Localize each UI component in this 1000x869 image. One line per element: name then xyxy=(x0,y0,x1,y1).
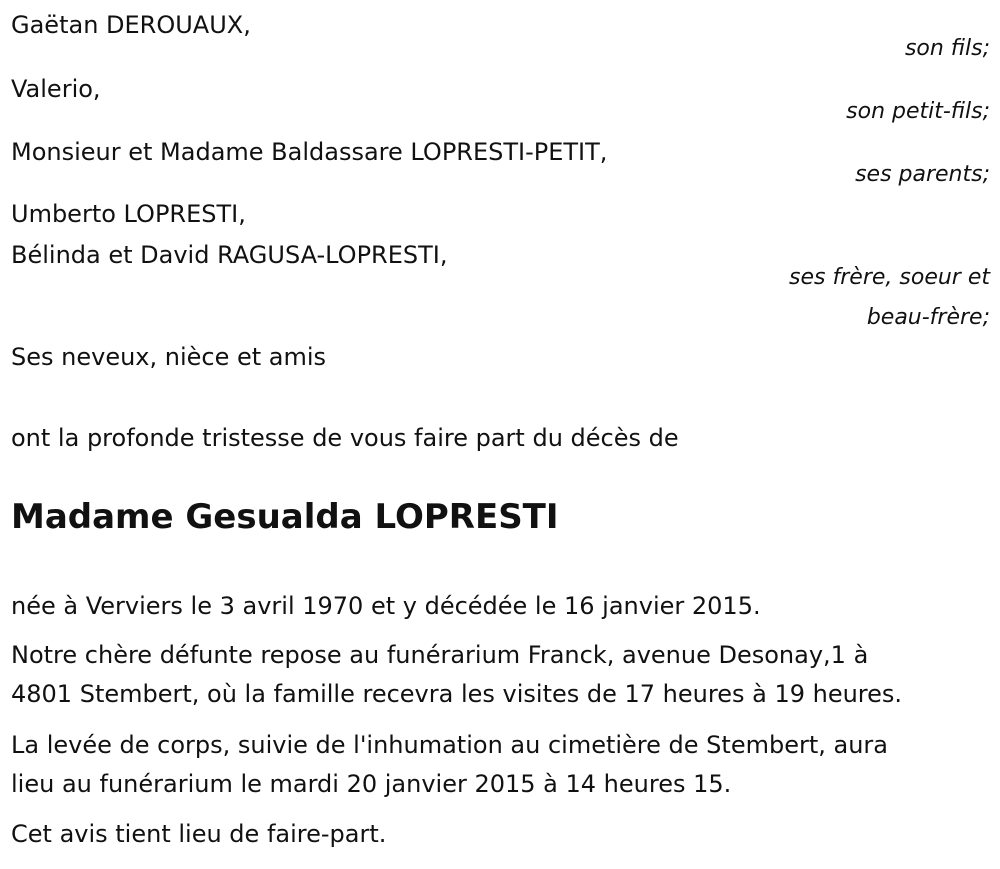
son-name: Gaëtan DEROUAUX, xyxy=(11,11,251,39)
son-role: son fils; xyxy=(904,36,990,61)
birth-death-line: née à Verviers le 3 avril 1970 et y décédée le 16 janvier 2015. xyxy=(11,592,761,620)
siblings-role-line2: beau-frère; xyxy=(866,305,990,330)
grandson-name: Valerio, xyxy=(11,75,101,103)
deceased-name: Madame Gesualda LOPRESTI xyxy=(11,497,559,537)
brother-name: Umberto LOPRESTI, xyxy=(11,200,246,228)
announcement-line: ont la profonde tristesse de vous faire part du décès de xyxy=(11,424,679,452)
rest-line-1: Notre chère défunte repose au funérarium Franck, avenue Desonay,1 à xyxy=(11,641,869,669)
sister-couple-names: Bélinda et David RAGUSA-LOPRESTI, xyxy=(11,241,448,269)
parents-role: ses parents; xyxy=(855,162,990,187)
funeral-line-2: lieu au funérarium le mardi 20 janvier 2015 à 14 heures 15. xyxy=(11,770,732,798)
parents-names: Monsieur et Madame Baldassare LOPRESTI-PETIT, xyxy=(11,138,608,166)
others-line: Ses neveux, nièce et amis xyxy=(11,343,327,371)
notice-line: Cet avis tient lieu de faire-part. xyxy=(11,820,387,848)
grandson-role: son petit-fils; xyxy=(846,99,990,124)
funeral-line-1: La levée de corps, suivie de l'inhumation au cimetière de Stembert, aura xyxy=(11,731,888,759)
siblings-role-line1: ses frère, soeur et xyxy=(789,265,990,290)
rest-line-2: 4801 Stembert, où la famille recevra les visites de 17 heures à 19 heures. xyxy=(11,680,903,708)
